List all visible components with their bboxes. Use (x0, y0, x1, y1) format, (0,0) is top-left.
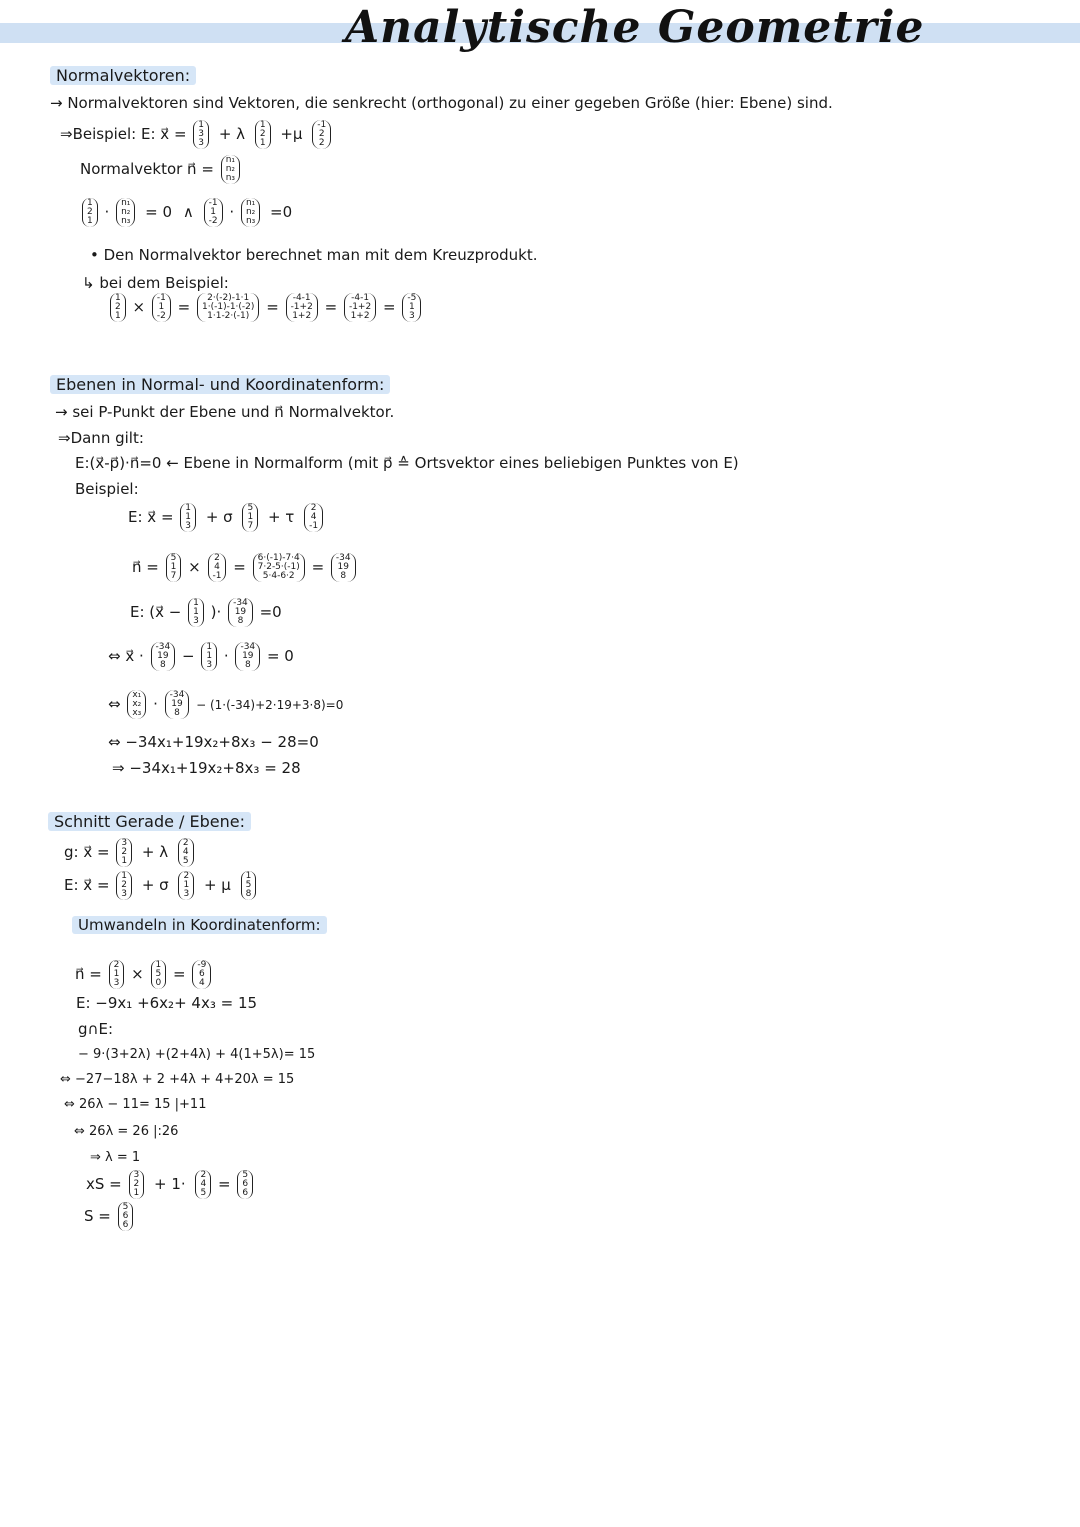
kreuzprodukt-calculation: 1 2 1 × -1 1 -2 = 2·(-2)-1·1 1·(-1)-1·(-2) 1·1-2·(-1) = -4-1 -1+2 1+2 = -4-1 -1+2 1+2 = -5 1 3 (108, 293, 423, 322)
schnittpunkt-calculation: xS = 3 2 1 + 1· 2 4 5 = 5 6 6 (86, 1170, 255, 1199)
normalform-step1: E: (x⃗ − 1 1 3 )· -34 19 8 =0 (130, 598, 282, 626)
normalform-definition: E:(x⃗-p⃗)·n⃗=0 ← Ebene in Normalform (mit p⃗ ≙ Ortsvektor eines beliebigen Punktes von E) (75, 454, 739, 472)
vector: 2 4 -1 (208, 553, 227, 582)
vector: 5 6 6 (118, 1202, 134, 1231)
vector: -1 2 2 (312, 120, 331, 149)
schnitt-step3: ⇔ 26λ − 11= 15 |+11 (64, 1097, 207, 1112)
example-label: ↳ bei dem Beispiel: (82, 274, 229, 292)
vector: 5 6 6 (237, 1170, 253, 1199)
vector: 2 4 5 (178, 838, 194, 867)
vector: -1 1 -2 (152, 293, 171, 322)
vector: -34 19 8 (165, 690, 190, 719)
vector: -1 1 -2 (204, 198, 223, 227)
vector: 2 4 -1 (304, 503, 323, 532)
vector: -34 19 8 (151, 642, 176, 671)
vector: 1 1 3 (201, 642, 217, 671)
vector: 1 1 3 (188, 598, 204, 627)
vector: 3 2 1 (129, 1170, 145, 1199)
section-heading-ebenen: Ebenen in Normal- und Koordinatenform: (50, 375, 390, 395)
page-title: Analytische Geometrie (345, 2, 925, 53)
ebenen-line2: ⇒Dann gilt: (58, 429, 144, 447)
schnitt-step4: ⇔ 26λ = 26 |:26 (74, 1124, 179, 1139)
vector: -34 19 8 (235, 642, 260, 671)
schnitt-normal-vector: n⃗ = 2 1 3 × 1 5 0 = -9 6 4 (75, 960, 213, 989)
vector: -34 19 8 (331, 553, 356, 582)
vector: 1 2 3 (116, 871, 132, 900)
schnitt-step5: ⇒ λ = 1 (90, 1150, 141, 1165)
ebenen-normal-vector: n⃗ = 5 1 7 × 2 4 -1 = 6·(-1)-7·4 7·2-5·(-1) 5·4-6·2 = -34 19 8 (132, 553, 358, 582)
koordinatenform-step4: ⇔ −34x₁+19x₂+8x₃ − 28=0 (108, 733, 319, 751)
normalvektor-definition: Normalvektor n⃗ = n₁ n₂ n₃ (80, 155, 242, 184)
sub-heading-koordinatenform: Umwandeln in Koordinatenform: (72, 915, 327, 935)
vector: x₁ x₂ x₃ (127, 690, 146, 719)
ebenen-beispiel-label: Beispiel: (75, 480, 139, 498)
vector: 2 4 5 (195, 1170, 211, 1199)
normalform-step3: ⇔ x₁ x₂ x₃ · -34 19 8 − (1·(-34)+2·19+3·8)=0 (108, 690, 344, 718)
vector: 1 2 1 (110, 293, 126, 322)
vector: 1 5 0 (151, 960, 167, 989)
vector: 1 2 1 (255, 120, 271, 149)
vector: 5 1 7 (242, 503, 258, 532)
schnittpunkt-result: S = 5 6 6 (84, 1202, 135, 1231)
vector: 2 1 3 (178, 871, 194, 900)
vector: 5 1 7 (166, 553, 182, 582)
vector: -34 19 8 (228, 598, 253, 627)
schnitt-koordinatenform: E: −9x₁ +6x₂+ 4x₃ = 15 (76, 994, 258, 1012)
section-heading-normalvektoren: Normalvektoren: (50, 66, 196, 86)
orthogonal-conditions: 1 2 1 · n₁ n₂ n₃ = 0 ∧ -1 1 -2 · n₁ n₂ n₃ =0 (80, 198, 295, 227)
vector: 1 2 1 (82, 198, 98, 227)
schnitt-label: g∩E: (78, 1020, 114, 1038)
vector: -4-1 -1+2 1+2 (286, 293, 318, 322)
vector: -9 6 4 (192, 960, 211, 989)
vector: 6·(-1)-7·4 7·2-5·(-1) 5·4-6·2 (253, 553, 305, 582)
schnitt-step2: ⇔ −27−18λ + 2 +4λ + 4+20λ = 15 (60, 1072, 295, 1087)
kreuzprodukt-note: • Den Normalvektor berechnet man mit dem Kreuzprodukt. (90, 246, 538, 264)
ebene-equation: E: x⃗ = 1 2 3 + σ 2 1 3 + μ 1 5 8 (64, 871, 258, 900)
vector: -4-1 -1+2 1+2 (344, 293, 376, 322)
vector: n₁ n₂ n₃ (241, 198, 260, 227)
ebenen-line1: → sei P-Punkt der Ebene und n⃗ Normalvektor. (55, 403, 395, 421)
koordinatenform-result: ⇒ −34x₁+19x₂+8x₃ = 28 (112, 759, 301, 777)
vector: 2·(-2)-1·1 1·(-1)-1·(-2) 1·1-2·(-1) (197, 293, 259, 322)
ebenen-example-plane: E: x⃗ = 1 1 3 + σ 5 1 7 + τ 2 4 -1 (128, 503, 325, 532)
vector: 3 2 1 (116, 838, 132, 867)
vector: n₁ n₂ n₃ (221, 155, 240, 184)
vector: n₁ n₂ n₃ (116, 198, 135, 227)
vector: 1 3 3 (193, 120, 209, 149)
gerade-equation: g: x⃗ = 3 2 1 + λ 2 4 5 (64, 838, 196, 867)
vector: -5 1 3 (402, 293, 421, 322)
section-heading-schnitt: Schnitt Gerade / Ebene: (48, 812, 251, 832)
normalform-step2: ⇔ x⃗ · -34 19 8 − 1 1 3 · -34 19 8 = 0 (108, 642, 294, 670)
normal-example-plane: ⇒Beispiel: E: x⃗ = 1 3 3 + λ 1 2 1 +μ -1 2 2 (60, 120, 333, 149)
vector: 1 1 3 (180, 503, 196, 532)
schnitt-step1: − 9·(3+2λ) +(2+4λ) + 4(1+5λ)= 15 (78, 1047, 316, 1062)
vector: 1 5 8 (241, 871, 257, 900)
normal-definition: → Normalvektoren sind Vektoren, die senkrecht (orthogonal) zu einer gegeben Größe (hier: Ebene) sind. (50, 94, 833, 112)
vector: 2 1 3 (109, 960, 125, 989)
